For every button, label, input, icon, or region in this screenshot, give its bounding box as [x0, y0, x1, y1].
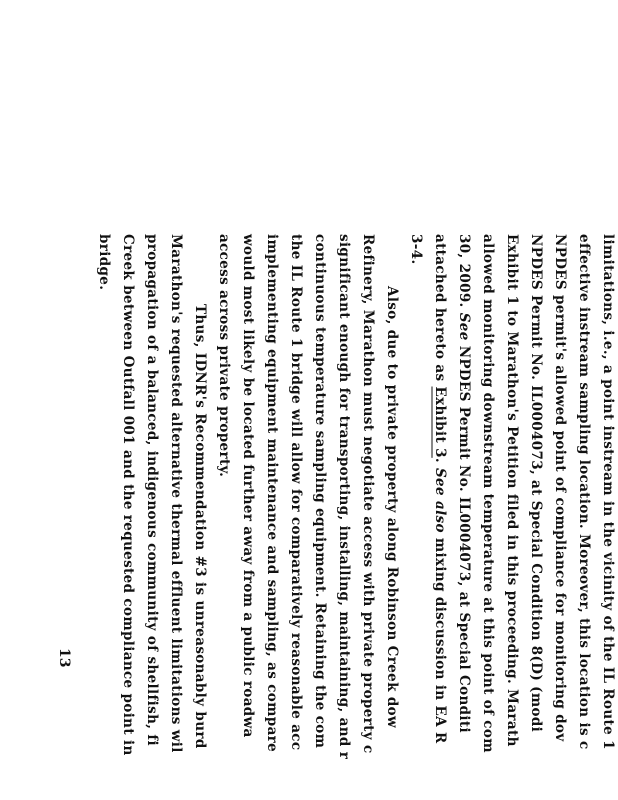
text-line: Also, due to private property along Robinson Creek dow: [384, 286, 400, 728]
text-line: NPDES Permit No. IL0004073, at Special Condition 8(D) (modi: [528, 234, 544, 733]
text-line: bridge.: [96, 234, 112, 291]
text-line: allowed monitoring downstream temperature at this point of com: [480, 234, 496, 753]
text-line: would most likely be located further away from a public roadwa: [240, 234, 256, 738]
text-line: propagation of a balanced, indigenous community of shellfish, fi: [144, 234, 160, 746]
text-line: [432, 234, 448, 744]
text-line: 3-4.: [408, 234, 424, 265]
text-line: Marathon's requested alternative thermal effluent limitations wil: [168, 234, 184, 753]
text-line: access across private property.: [216, 234, 232, 478]
text-line: NPDES permit's allowed point of compliance for monitoring dov: [552, 234, 568, 742]
text-line: effective instream sampling location. Moreover, this location is c: [576, 234, 592, 750]
text-line: Refinery, Marathon must negotiate access with private property c: [360, 234, 376, 754]
page-number: 13: [56, 648, 72, 668]
text-line: the IL Route 1 bridge will allow for comparatively reasonable acc: [288, 234, 304, 751]
signal-see-also: See also: [432, 467, 448, 533]
text-line: limitations, i.e., a point instream in the vicinity of the IL Route 1: [600, 234, 616, 750]
text-fragment: 30, 2009.: [456, 234, 472, 308]
text-line: implementing equipment maintenance and sampling, as compare: [264, 234, 280, 753]
text-fragment: NPDES Permit No. IL0004073, at Special Conditi: [456, 340, 472, 733]
text-line: Thus, IDNR's Recommendation #3 is unreasonably burd: [192, 304, 208, 749]
text-line: continuous temperature sampling equipment. Retaining the com: [312, 234, 328, 749]
exhibit-reference: Exhibit 3: [432, 386, 448, 458]
text-line: Exhibit 1 to Marathon's Petition filed in this proceeding. Marath: [504, 234, 520, 747]
text-fragment: attached hereto as: [432, 234, 448, 382]
text-fragment: mixing discussion in EA R: [432, 532, 448, 744]
text-line: Creek between Outfall 001 and the requested compliance point in: [120, 234, 136, 756]
text-fragment: .: [432, 457, 448, 468]
text-line: [456, 234, 472, 733]
signal-see: See: [456, 312, 472, 341]
text-line: significant enough for transporting, installing, maintaining, and r: [336, 234, 352, 760]
